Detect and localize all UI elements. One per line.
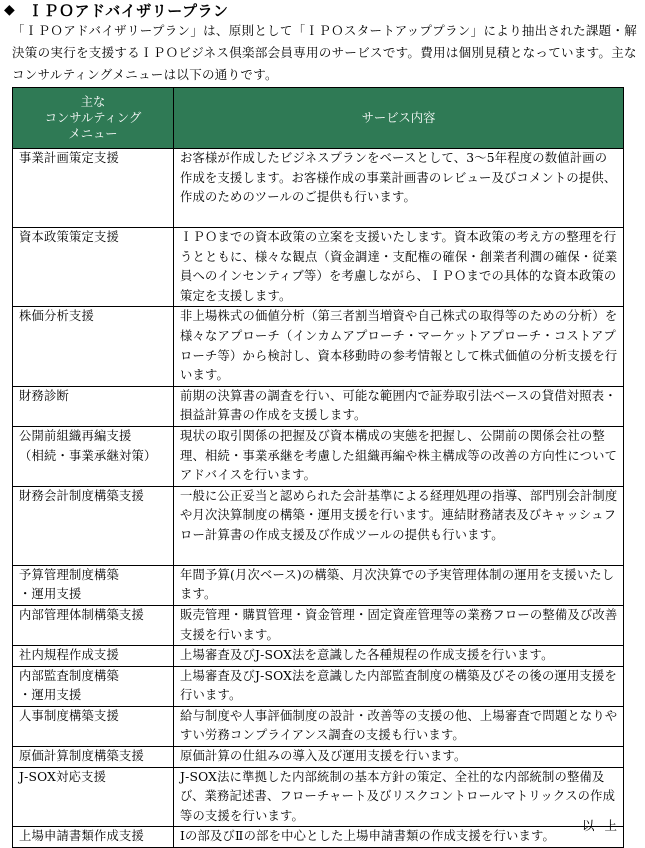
section-title: ＩＰＯアドバイザリープラン [28, 1, 229, 20]
section-heading [4, 0, 228, 20]
table-row [13, 149, 624, 228]
table-row [13, 565, 624, 605]
table-row [13, 307, 624, 386]
service-content: 年間予算(月次ベース)の構築、月次決算での予実管理体制の運用を支援いたします。 [174, 565, 624, 605]
service-content: ＩＰＯまでの資本政策の立案を支援いたします。資本政策の考え方の整理を行うとともに、様々な観点（資金調達・支配権の確保・創業者利潤の確保・従業員へのインセンティブ等）を考慮しながら、ＩＰＯまでの具体的な資本政策の策定を支援します。 [174, 228, 624, 307]
header-menu: 主な コンサルティング メニュー [13, 88, 174, 149]
table-row [13, 666, 624, 706]
menu-name: 原価計算制度構築支援 [13, 747, 174, 768]
service-content: Ⅰの部及びⅡの部を中心とした上場申請書類の作成支援を行います。 [174, 827, 624, 848]
menu-name: 事業計画策定支援 [13, 149, 174, 228]
menu-name: 予算管理制度構築 ・運用支援 [13, 565, 174, 605]
table-header-row [13, 88, 624, 149]
header-service-content: サービス内容 [174, 88, 624, 149]
closing-mark: 以上 [581, 818, 627, 833]
service-content: 非上場株式の価値分析（第三者割当増資や自己株式の取得等のための分析）を様々なアプローチ（インカムアプローチ・マーケットアプローチ・コストアプローチ等）から検討し、資本移動時の参考情報として株式価値の分析支援を行います。 [174, 307, 624, 386]
menu-name: 内部管理体制構築支援 [13, 605, 174, 645]
service-content: 上場審査及びJ-SOX法を意識した各種規程の作成支援を行います。 [174, 646, 624, 667]
menu-name: 公開前組織再編支援 （相続・事業承継対策） [13, 426, 174, 486]
service-menu-table [12, 87, 624, 848]
table-row [13, 228, 624, 307]
table-row [13, 386, 624, 426]
diamond-bullet-icon: ◆ [4, 2, 16, 18]
menu-name: 財務会計制度構築支援 [13, 486, 174, 565]
menu-name: 内部監査制度構築 ・運用支援 [13, 666, 174, 706]
table-row [13, 706, 624, 746]
menu-name: 財務診断 [13, 386, 174, 426]
service-content: 現状の取引関係の把握及び資本構成の実態を把握し、公開前の関係会社の整理、相続・事業承継を考慮した組織再編や株主構成等の改善の方向性についてアドバイスを行います。 [174, 426, 624, 486]
menu-name: 資本政策策定支援 [13, 228, 174, 307]
service-content: 上場審査及びJ-SOX法を意識した内部監査制度の構築及びその後の運用支援を行います。 [174, 666, 624, 706]
service-content: 販売管理・購買管理・資金管理・固定資産管理等の業務フローの整備及び改善支援を行います。 [174, 605, 624, 645]
service-content: お客様が作成したビジネスプランをベースとして、3～5年程度の数値計画の作成を支援します。お客様作成の事業計画書のレビュー及びコメントの提供、作成のためのツールのご提供も行います。 [174, 149, 624, 228]
table-row [13, 767, 624, 827]
table-row [13, 646, 624, 667]
intro-text: 「ＩＰＯアドバイザリープラン」は、原則として「ＩＰＯスタートアッププラン」により抽出された課題・解決策の実行を支援するＩＰＯビジネス倶楽部会員専用のサービスです。費用は個別見積となっています。主なコンサルティングメニューは以下の通りです。 [12, 23, 638, 82]
table-row [13, 605, 624, 645]
intro-paragraph [12, 20, 642, 86]
service-content: 一般に公正妥当と認められた会計基準による経理処理の指導、部門別会計制度や月次決算制度の構築・運用支援を行います。連結財務諸表及びキャッシュフロー計算書の作成支援及び作成ツールの提供も行います。 [174, 486, 624, 565]
service-content: J-SOX法に準拠した内部統制の基本方針の策定、全社的な内部統制の整備及び、業務記述書、フローチャート及びリスクコントロールマトリックスの作成等の支援を行います。 [174, 767, 624, 827]
menu-name: 株価分析支援 [13, 307, 174, 386]
service-content: 前期の決算書の調査を行い、可能な範囲内で証券取引法ベースの貸借対照表・損益計算書の作成を支援します。 [174, 386, 624, 426]
table-row [13, 827, 624, 848]
table-row [13, 426, 624, 486]
menu-name: 人事制度構築支援 [13, 706, 174, 746]
service-content: 給与制度や人事評価制度の設計・改善等の支援の他、上場審査で問題となりやすい労務コンプライアンス調査の支援も行います。 [174, 706, 624, 746]
menu-name: 上場申請書類作成支援 [13, 827, 174, 848]
table-row [13, 486, 624, 565]
menu-name: J-SOX対応支援 [13, 767, 174, 827]
service-content: 原価計算の仕組みの導入及び運用支援を行います。 [174, 747, 624, 768]
table-row [13, 747, 624, 768]
menu-name: 社内規程作成支援 [13, 646, 174, 667]
